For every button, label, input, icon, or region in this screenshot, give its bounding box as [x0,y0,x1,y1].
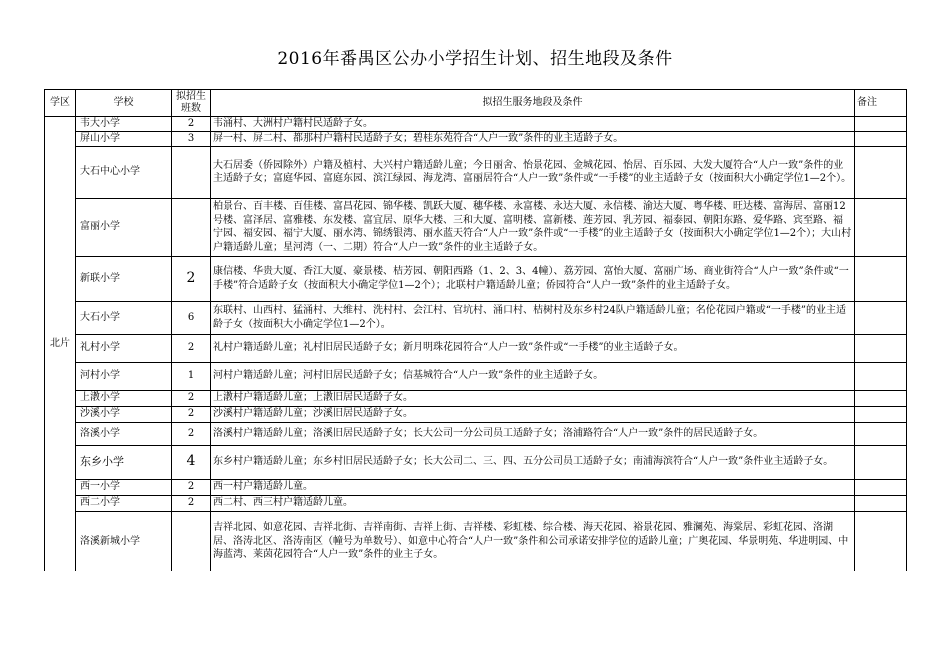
remarks-cell [855,390,907,406]
table-row [45,479,907,495]
classes-cell: 1 [172,362,211,390]
classes-cell: 2 [172,495,211,511]
classes-cell: 3 [172,131,211,146]
classes-cell: 2 [172,117,211,132]
conditions-cell: 河村户籍适龄儿童；河村旧居民适龄子女；信基城符合“人户一致”条件的业主适龄子女。 [211,362,855,390]
classes-cell: 6 [172,301,211,334]
remarks-cell [855,301,907,334]
classes-cell [172,146,211,198]
table-row [45,406,907,422]
classes-cell: 2 [172,256,211,301]
classes-cell: 2 [172,479,211,495]
remarks-cell [855,406,907,422]
table-row [45,445,907,479]
enrollment-table [44,89,907,571]
remarks-cell [855,422,907,445]
conditions-cell: 沙溪村户籍适龄儿童；沙溪旧居民适龄子女。 [211,406,855,422]
area-cell: 北片 [45,117,76,572]
table-row [45,117,907,132]
classes-cell [172,511,211,571]
table-row [45,495,907,511]
conditions-cell: 西二村、西三村户籍适龄儿童。 [211,495,855,511]
school-cell: 西二小学 [76,495,172,511]
table-row [45,146,907,198]
school-cell: 礼村小学 [76,334,172,362]
remarks-cell [855,495,907,511]
school-cell: 西一小学 [76,479,172,495]
page-title: 2016年番禺区公办小学招生计划、招生地段及条件 [277,49,673,69]
school-cell: 新联小学 [76,256,172,301]
header-remarks: 备注 [855,90,907,117]
remarks-cell [855,445,907,479]
table-row [45,390,907,406]
conditions-cell: 东联村、山西村、猛涌村、大维村、洗村村、会江村、官坑村、涌口村、桔树村及东乡村24队户籍适龄儿童；名伦花园户籍或“一手楼”的业主适龄子女（按面积大小确定学位1—2个）。 [211,301,855,334]
conditions-cell: 洛溪村户籍适龄儿童；洛溪旧居民适龄子女；长大公司一分公司员工适龄子女；洛浦路符合“人户一致”条件的居民适龄子女。 [211,422,855,445]
classes-cell: 2 [172,406,211,422]
remarks-cell [855,479,907,495]
remarks-cell [855,198,907,256]
remarks-cell [855,117,907,132]
classes-cell: 2 [172,422,211,445]
classes-cell: 2 [172,334,211,362]
school-cell: 沙溪小学 [76,406,172,422]
table-header-row [45,90,907,117]
table-row [45,422,907,445]
conditions-cell: 屏一村、屏二村、都那村户籍村民适龄子女；碧桂东苑符合“人户一致”条件的业主适龄子女。 [211,131,855,146]
remarks-cell [855,256,907,301]
school-cell: 东乡小学 [76,445,172,479]
table-row [45,301,907,334]
remarks-cell [855,146,907,198]
school-cell: 富丽小学 [76,198,172,256]
table-row [45,334,907,362]
school-cell: 河村小学 [76,362,172,390]
school-cell: 韦大小学 [76,117,172,132]
remarks-cell [855,362,907,390]
table-row [45,362,907,390]
conditions-cell: 上漖村户籍适龄儿童；上漖旧居民适龄子女。 [211,390,855,406]
school-cell: 上漖小学 [76,390,172,406]
conditions-cell: 柏景台、百丰楼、百佳楼、富昌花园、锦华楼、凯跃大厦、穗华楼、永富楼、永达大厦、永信楼、渝达大厦、粤华楼、旺达楼、富海居、富丽12号楼、富泽居、富雅楼、东发楼、富宜居、原华大楼、三和大厦、富明楼、富新楼、莲芳园、乳芳园、福泰园、朝阳东路、爱华路、宾至路、福宁园、福安园、福宁大厦、丽水湾、锦绣银湾、丽水蓝天符合“人户一致”条件或“一手楼”的业主适龄子女（按面积大小确定学位1—2个）；大山村户籍适龄儿童；星河湾（一、二期）符合“人户一致”条件的业主适龄子女。 [211,198,855,256]
school-cell: 洛溪小学 [76,422,172,445]
school-cell: 洛溪新城小学 [76,511,172,571]
header-conditions: 拟招生服务地段及条件 [211,90,855,117]
table-row [45,198,907,256]
classes-cell: 2 [172,390,211,406]
table-row [45,511,907,571]
school-cell: 大石中心小学 [76,146,172,198]
conditions-cell: 吉祥北园、如意花园、吉祥北街、吉祥南街、吉祥上街、吉祥楼、彩虹楼、综合楼、海天花园、裕景花园、雅澜苑、海棠居、彩虹花园、洛湖居、洛涛北区、洛涛南区（幢号为单数号）、如意中心符合“人户一致”条件和公司承诺安排学位的适龄儿童；广奥花园、华景明苑、华进明园、中海蓝湾、莱茵花园符合“人户一致”条件的业主子女。 [211,511,855,571]
header-classes: 拟招生班数 [172,90,211,117]
conditions-cell: 康信楼、华贵大厦、香江大厦、豪景楼、桔芳园、朝阳西路（1、2、3、4幢）、荔芳园、富怡大厦、富丽广场、商业街符合“人户一致”条件或“一手楼”符合适龄子女（按面积大小确定学位1—2个）；北联村户籍适龄儿童；侨园符合“人户一致”条件的业主适龄子女。 [211,256,855,301]
conditions-cell: 西一村户籍适龄儿童。 [211,479,855,495]
remarks-cell [855,334,907,362]
conditions-cell: 东乡村户籍适龄儿童；东乡村旧居民适龄子女；长大公司二、三、四、五分公司员工适龄子女；南浦海滨符合“人户一致”条件业主适龄子女。 [211,445,855,479]
conditions-cell: 韦涌村、大洲村户籍村民适龄子女。 [211,117,855,132]
classes-cell [172,198,211,256]
conditions-cell: 礼村户籍适龄儿童；礼村旧居民适龄子女；新月明珠花园符合“人户一致”条件或“一手楼”的业主适龄子女。 [211,334,855,362]
school-cell: 屏山小学 [76,131,172,146]
remarks-cell [855,511,907,571]
conditions-cell: 大石居委（侨园除外）户籍及植村、大兴村户籍适龄儿童；今日丽舍、怡景花园、金城花园、怡居、百乐园、大发大厦符合“人户一致”条件的业主适龄子女；富庭华园、富庭东园、滨江绿园、海龙湾、富丽居符合“人户一致”条件或“一手楼”的业主适龄子女（按面积大小确定学位1—2个）。 [211,146,855,198]
remarks-cell [855,131,907,146]
header-area: 学区 [45,90,76,117]
table-row [45,131,907,146]
table-row [45,256,907,301]
classes-cell: 4 [172,445,211,479]
header-school: 学校 [76,90,172,117]
school-cell: 大石小学 [76,301,172,334]
